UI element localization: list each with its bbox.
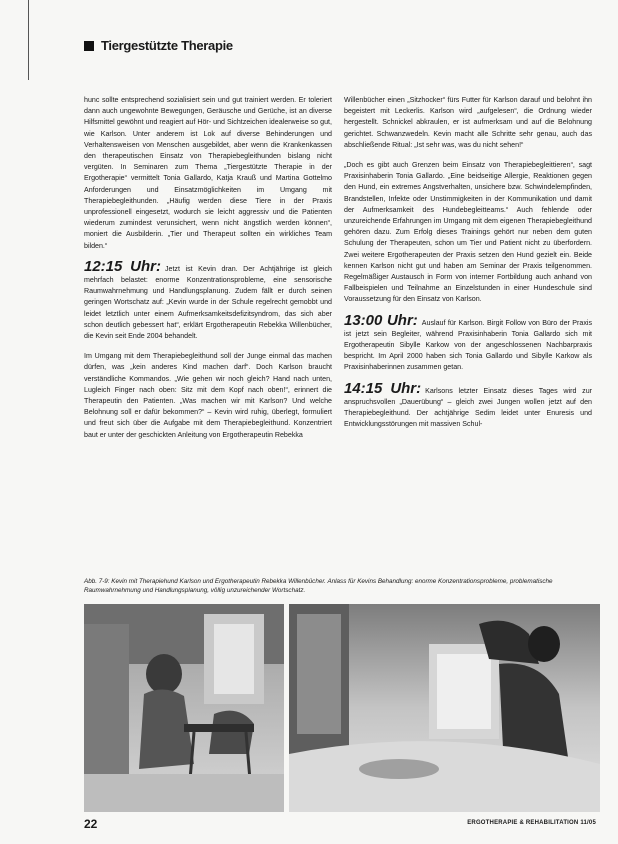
photo-kevin-with-therapist xyxy=(84,604,284,812)
left-paragraph-2 xyxy=(84,257,332,342)
time-heading-1300: 13:00 Uhr: xyxy=(344,311,418,329)
page-edge-line xyxy=(28,0,29,80)
right-paragraph-1: Willenbücher einen „Sitzhocker“ fürs Futter für Karlson darauf und belohnt ihn begeistert mit Leckerlis. Karlson wird „aufgelesen“, die Ordnung wieder hergestellt. Schnickel abkraulen, er ist aufmerksam und auf die Belohnung gerichtet. Schwanzwedeln. Kevin macht alle Schritte sehr genau, auch das abschließende Ritual: „Ist sehr was, was du nicht sehen!“ xyxy=(344,96,592,149)
right-paragraph-4 xyxy=(344,379,592,431)
section-header xyxy=(84,38,233,53)
right-paragraph-4-text: Karlsons letzter Einsatz dieses Tages wird zur anspruchsvollen „Dauerübung“ – gleich zwei Jungen wollen jetzt auf den Therapiebegleithund. Der achtjährige Sedim leidet unter Enuresis und Entwicklungsstörungen mit massiven Schul- xyxy=(344,386,592,429)
left-paragraph-3: Im Umgang mit dem Therapiebegleithund soll der Junge einmal das machen dürfen, was „kein anderes Kind machen darf“. Doch Karlson braucht verständliche Kommandos. „Wie gehen wir noch gleich? Hand nach unten, Lugleich Finger nach oben: Sitz mit dem Kopf nach oben!“, erinnert die Therapeutin den Patienten. „Was machen wir mit Karlson? Und welche Belohnung soll er dafür bekommen?“ – Kevin wird ruhig, überlegt, formuliert und freut sich über die Aufgabe mit dem Therapiebegleithund. Konzentriert baut er unter der geschickten Anleitung von Ergotherapeutin Rebekka xyxy=(84,352,332,439)
left-paragraph-2-text: Jetzt ist Kevin dran. Der Achtjährige ist gleich mehrfach belastet: enorme Konzentrationsprobleme, eine sensorische Raumwahrnehmung und Handlungsplanung. Zudem fällt er durch seinen geringen Wortschatz auf: „Kevin wurde in der Schule regelrecht gemobbt und leidet letztlich unter einem Aufmerksamkeitsdefizitsyndrom, das sich aber schon deutlich gebessert hat“, erklärt Ergotherapeutin Rebekka Willenbücher, die Kevin seit Ende 2004 behandelt. xyxy=(84,264,332,341)
left-column xyxy=(84,95,332,450)
time-heading-1415: 14:15 Uhr: xyxy=(344,379,422,397)
section-title: Tiergestützte Therapie xyxy=(101,38,233,53)
photo-strip xyxy=(84,604,600,812)
right-paragraph-2: „Doch es gibt auch Grenzen beim Einsatz von Therapiebegleittieren“, sagt Praxisinhaberin Tonia Gallardo. „Eine beidseitige Allergie, Reaktionen gegen den Hund, ein extremes Angstverhalten, unsichere bzw. Schwindelempfinden, Brandstellen, Infekte oder Unstimmigkeiten in der Kommunikation und damit der Aufmerksamkeit des Hundebegleitteams.“ Auch fehlende oder unzureichende Erfahrungen im Umgang mit dem eigenen Therapiebegleithund gehören dazu. Zum Erfolg dieses Trainings gehört nur neben dem guten Schulung der Therapeuten, schon um Tier und Patient nicht zu überfordern. Zwei weitere Ergotherapeuten der Praxis setzen den Hund gezielt ein. Beide kennen Karlson nicht gut und haben am Seminar der Praxis teilgenommen. Regelmäßiger Austausch in Form von interner Fortbildung auch anhand von Fallbeispielen und Teilnahme an Einzelstunden in einer Hundeschule sind Voraussetzung für den Einsatz von Karlson. xyxy=(344,161,592,304)
right-paragraph-3-text: Auslauf für Karlson. Birgit Follow von Büro der Praxis ist jetzt sein Begleiter, während Praxisinhaberin Tonia Gallardo sich mit Ergotherapeutin Sibylle Karkow von der angeschlossenen Nachbarpraxis bespricht. Im April 2000 haben sich Tonia Gallardo und Sibylle Karkow als Praxisinhaberinnen zusammen getan. xyxy=(344,318,592,372)
page-number: 22 xyxy=(84,817,98,831)
time-heading-1215: 12:15 Uhr: xyxy=(84,257,161,275)
section-bullet-icon xyxy=(84,41,94,51)
publication-name: ERGOTHERAPIE & REHABILITATION 11/05 xyxy=(467,820,596,826)
right-column xyxy=(344,95,592,439)
photo-therapy-room-dog xyxy=(289,604,600,812)
left-paragraph-1: hunc sollte entsprechend sozialisiert sein und gut trainiert werden. Er toleriert dann auch ungewohnte Bewegungen, Geräusche und Gerüche, ist an diverse Hilfsmittel gewöhnt und reagiert auf Hör- und Sichtzeichen idealerweise so gut, wie Karlson. Unter anderem ist Lok auf diverse Behinderungen und Verhaltensweisen von Menschen ausgebildet, aber wenn die Krankenkassen den therapeutischen Einsatz von Therapiebegleithunden bislang nicht vergüten. In Seminaren zum Thema „Tiergestützte Therapie in der Ergotherapie“ vermittelt Tonia Gallardo, Katja Krauß und Martina Gottelmo Anforderungen und Einsatzmöglichkeiten im Umgang mit Therapiebegleithunden. „Häufig werden diese Tiere in der Praxis unprofessionell eingesetzt, wodurch sie leicht aggressiv und die Patienten wiederum zumindest verunsichert, wenn nicht ängstlich werden können“, moniert die Ausbilderin. „Tier und Therapeut sollten ein wirkliches Team bilden.“ xyxy=(84,96,332,250)
photo-caption: Abb. 7-9: Kevin mit Therapiehund Karlson und Ergotherapeutin Rebekka Willenbücher. Anlass für Kevins Behandlung: enorme Konzentrationsprobleme, problematische Raumwahrnehmung und Handlungsplanung, völlig unzureichender Wortschatz. xyxy=(84,578,553,594)
right-paragraph-3 xyxy=(344,311,592,374)
